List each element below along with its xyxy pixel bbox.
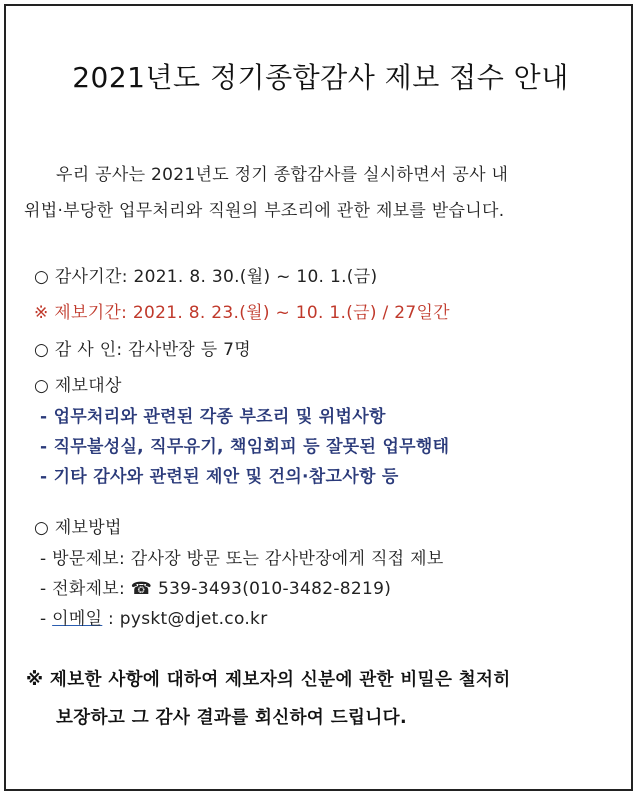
page-title: 2021년도 정기종합감사 제보 접수 안내 [72,61,569,94]
phone-prefix: - 전화제보: [40,579,131,599]
notice-line-1: ※ 제보한 사항에 대하여 제보자의 신분에 관한 비밀은 철저히 [26,670,511,690]
auditors: ○ 감 사 인: 감사반장 등 7명 [34,340,251,360]
email-prefix: - [40,609,53,629]
method-email [40,604,268,629]
target-item-3: - 기타 감사와 관련된 제안 및 건의·참고사항 등 [40,467,399,487]
email-label: 이메일 [52,609,103,629]
target-item-1: - 업무처리와 관련된 각종 부조리 및 위법사항 [40,407,386,427]
email-value: : pyskt@djet.co.kr [102,609,268,629]
method-heading: ○ 제보방법 [34,518,122,538]
intro-line-1: 우리 공사는 2021년도 정기 종합감사를 실시하면서 공사 내 [56,165,509,185]
report-period: ※ 제보기간: 2021. 8. 23.(월) ~ 10. 1.(금) / 27일간 [34,303,450,323]
target-heading: ○ 제보대상 [34,376,122,396]
phone-number: 539-3493(010-3482-8219) [152,579,392,599]
target-item-2: - 직무불성실, 직무유기, 책임회피 등 잘못된 업무행태 [40,437,450,457]
intro-line-2: 위법·부당한 업무처리와 직원의 부조리에 관한 제보를 받습니다. [24,201,505,221]
method-phone [40,574,391,599]
notice-line-2: 보장하고 그 감사 결과를 회신하여 드립니다. [56,708,407,728]
method-visit: - 방문제보: 감사장 방문 또는 감사반장에게 직접 제보 [40,549,444,569]
audit-period: ○ 감사기간: 2021. 8. 30.(월) ~ 10. 1.(금) [34,267,378,287]
phone-icon: ☎ [130,579,153,599]
